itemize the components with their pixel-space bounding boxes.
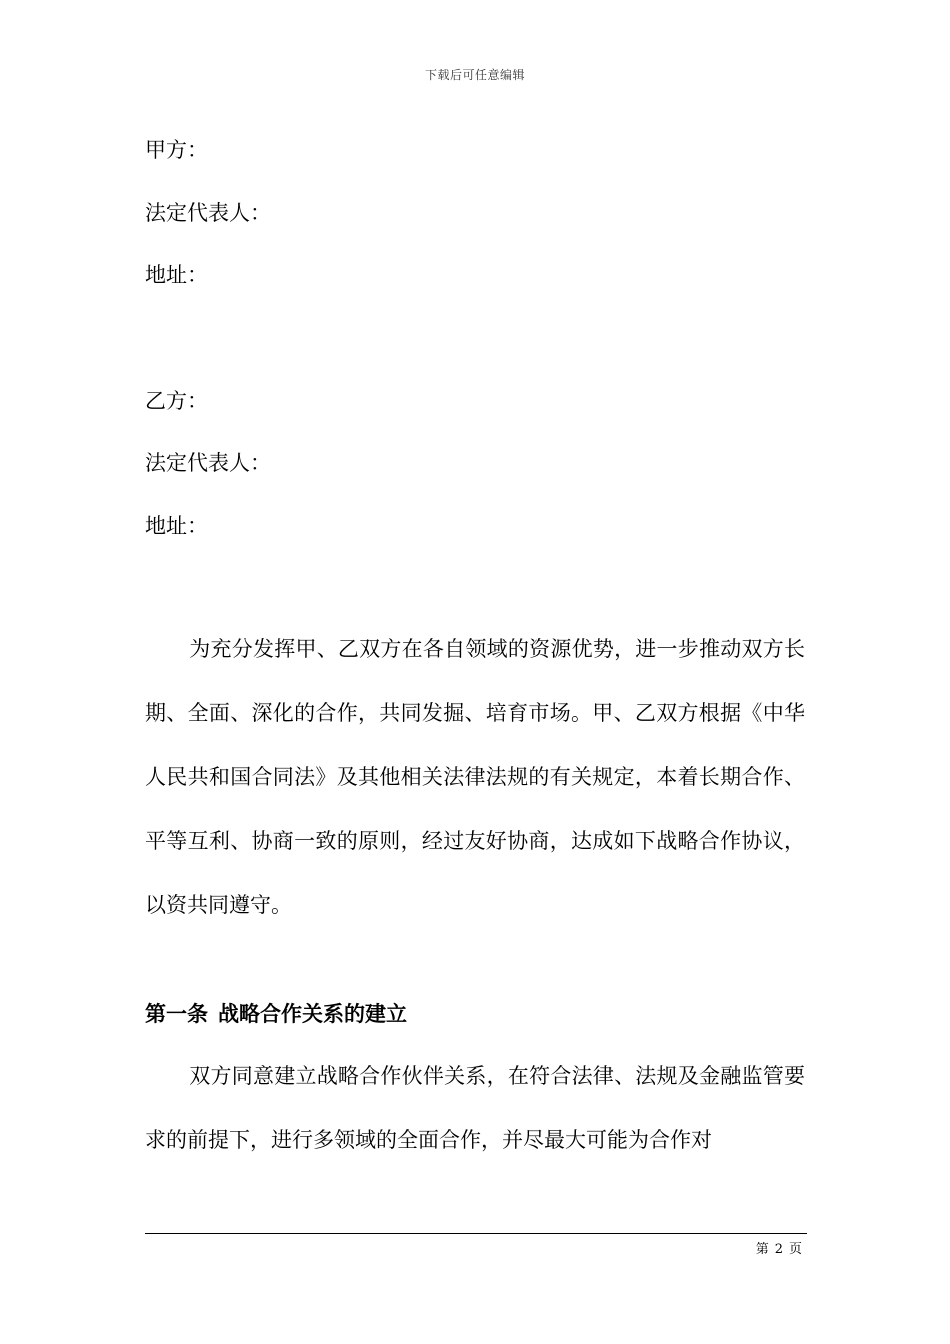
- party-b-address-label: 地址：: [145, 514, 208, 538]
- article-1-paragraph: [145, 1044, 805, 1172]
- page-prefix: 第: [755, 1242, 769, 1257]
- preamble-text: 为充分发挥甲、乙双方在各自领域的资源优势，进一步推动双方长期、全面、深化的合作，共同发掘、培育市场。甲、乙双方根据《中华人民共和国合同法》及其他相关法律法规的有关规定，本着长期合作、平等互利、协商一致的原则，经过友好协商，达成如下战略合作协议，以资共同遵守。: [145, 637, 805, 917]
- page-number: [753, 1238, 805, 1257]
- party-a-address-label: 地址：: [145, 263, 208, 287]
- party-a-rep-label: 法定代表人：: [145, 201, 271, 225]
- page-number-value: 2: [774, 1242, 783, 1257]
- party-a-name-label: 甲方：: [145, 138, 208, 162]
- article-1-number: 第一条: [145, 1001, 208, 1026]
- article-1-heading: [145, 998, 407, 1028]
- header-note: 下载后可任意编辑: [424, 68, 525, 82]
- article-1-title: 战略合作关系的建立: [218, 1001, 407, 1026]
- preamble-paragraph: [145, 617, 805, 937]
- page-suffix: 页: [788, 1242, 802, 1257]
- party-b-rep-label: 法定代表人：: [145, 451, 271, 475]
- party-b-name-label: 乙方：: [145, 389, 208, 413]
- footer-divider: [145, 1233, 807, 1234]
- article-1-body: 双方同意建立战略合作伙伴关系，在符合法律、法规及金融监管要求的前提下，进行多领域的全面合作，并尽最大可能为合作对: [145, 1064, 805, 1152]
